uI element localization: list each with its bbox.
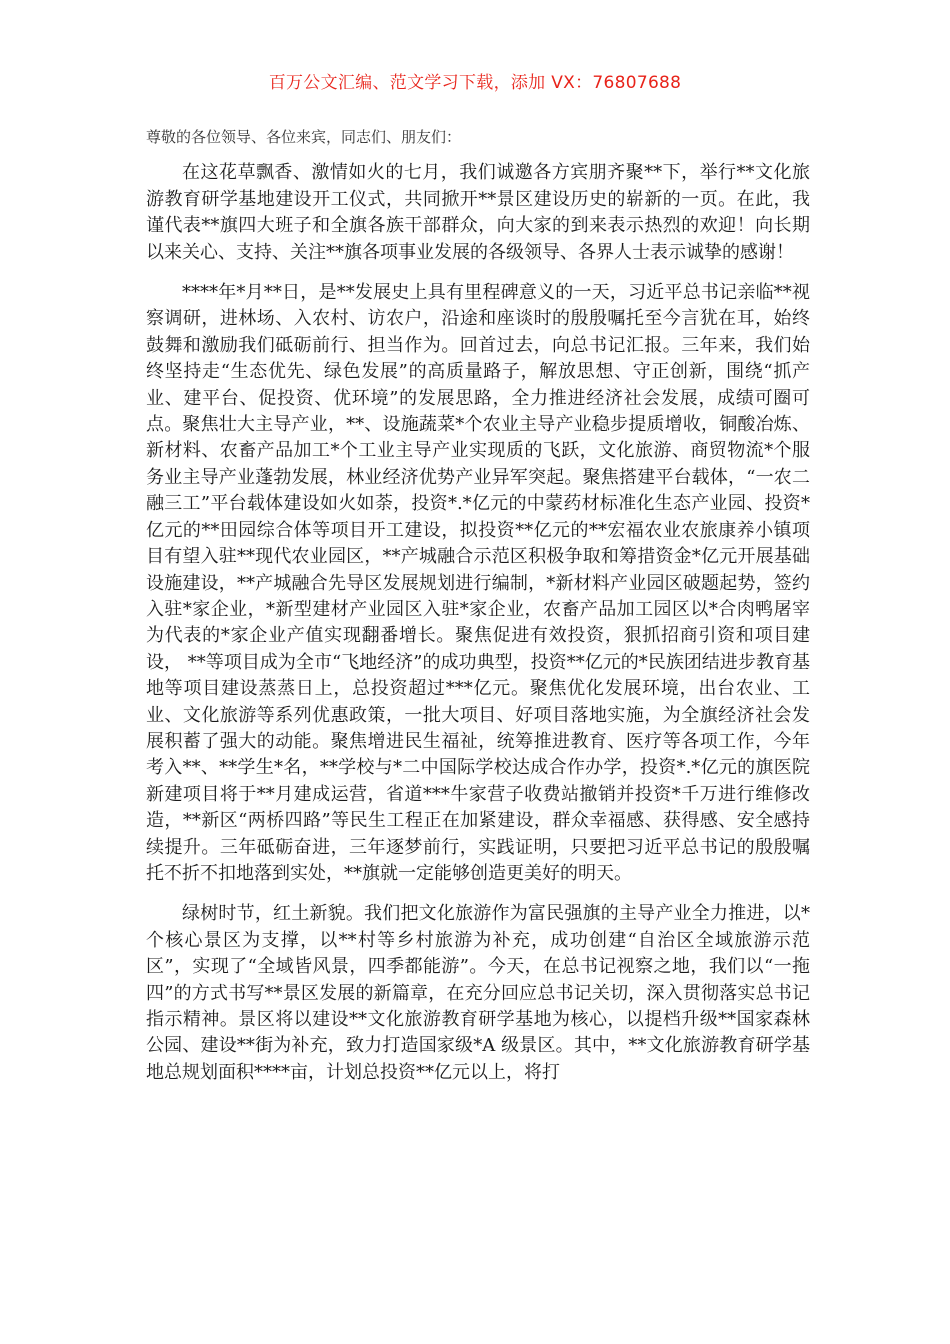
document-body — [146, 124, 810, 1100]
paragraph-1: 在这花草飘香、激情如火的七月，我们诚邀各方宾朋齐聚**下，举行**文化旅游教育研学基地建设开工仪式，共同掀开**景区建设历史的崭新的一页。在此，我谨代表**旗四大班子和全旗各族干部群众，向大家的到来表示热烈的欢迎！向长期以来关心、支持、关注**旗各项事业发展的各级领导、各界人士表示诚挚的感谢！ — [146, 162, 810, 263]
paragraph-3: 绿树时节，红土新貌。我们把文化旅游作为富民强旗的主导产业全力推进，以*个核心景区为支撑，以**村等乡村旅游为补充，成功创建“自治区全域旅游示范区”，实现了“全域皆风景，四季都能游”。今天，在总书记视察之地，我们以“一拖四”的方式书写**景区发展的新篇章，在充分回应总书记关切，深入贯彻落实总书记指示精神。景区将以建设**文化旅游教育研学基地为核心，以提档升级**国家森林公园、建设**街为补充，致力打造国家级*A 级景区。其中，**文化旅游教育研学基地总规划面积****亩，计划总投资**亿元以上，将打 — [146, 903, 810, 1083]
paragraph-2: ****年*月**日，是**发展史上具有里程碑意义的一天，习近平总书记亲临**视察调研，进林场、入农村、访农户，沿途和座谈时的殷殷嘱托至今言犹在耳，始终鼓舞和激励我们砥砺前行、担当作为。回首过去，向总书记汇报。三年来，我们始终坚持走“生态优先、绿色发展”的高质量路子，解放思想、守正创新，围绕“抓产业、建平台、促投资、优环境”的发展思路，全力推进经济社会发展，成绩可圈可点。聚焦壮大主导产业，**、设施蔬菜*个农业主导产业稳步提质增收，铜酸冶炼、新材料、农畜产品加工*个工业主导产业实现质的飞跃，文化旅游、商贸物流*个服务业主导产业蓬勃发展，林业经济优势产业异军突起。聚焦搭建平台载体，“一农二融三工”平台载体建设如火如荼，投资*.*亿元的中蒙药材标准化生态产业园、投资*亿元的**田园综合体等项目开工建设，拟投资**亿元的**宏福农业农旅康养小镇项目有望入驻**现代农业园区，**产城融合示范区积极争取和筹措资金*亿元开展基础设施建设，**产城融合先导区发展规划进行编制，*新材料产业园区破题起势，签约入驻*家企业，*新型建材产业园区入驻*家企业，农畜产品加工园区以*合肉鸭屠宰为代表的*家企业产值实现翻番增长。聚焦促进有效投资，狠抓招商引资和项目建设， **等项目成为全市“飞地经济”的成功典型，投资**亿元的*民族团结进步教育基地等项目建设蒸蒸日上，总投资超过***亿元。聚焦优化发展环境，出台农业、工业、文化旅游等系列优惠政策，一批大项目、好项目落地实施，为全旗经济社会发展积蓄了强大的动能。聚焦增进民生福祉，统筹推进教育、医疗等各项工作，今年考入**、**学生*名，**学校与*二中国际学校达成合作办学，投资*.*亿元的旗医院新建项目将于**月建成运营，省道***牛家营子收费站撤销并投资*千万进行维修改造，**新区“两桥四路”等民生工程正在加紧建设，群众幸福感、获得感、安全感持续提升。三年砥砺奋进，三年逐梦前行，实践证明，只要把习近平总书记的殷殷嘱托不折不扣地落到实处，**旗就一定能够创造更美好的明天。 — [146, 282, 810, 884]
header-watermark-text: 百万公文汇编、范文学习下载，添加 VX：76807688 — [268, 73, 682, 93]
salutation: 尊敬的各位领导、各位来宾，同志们、朋友们： — [146, 128, 462, 146]
